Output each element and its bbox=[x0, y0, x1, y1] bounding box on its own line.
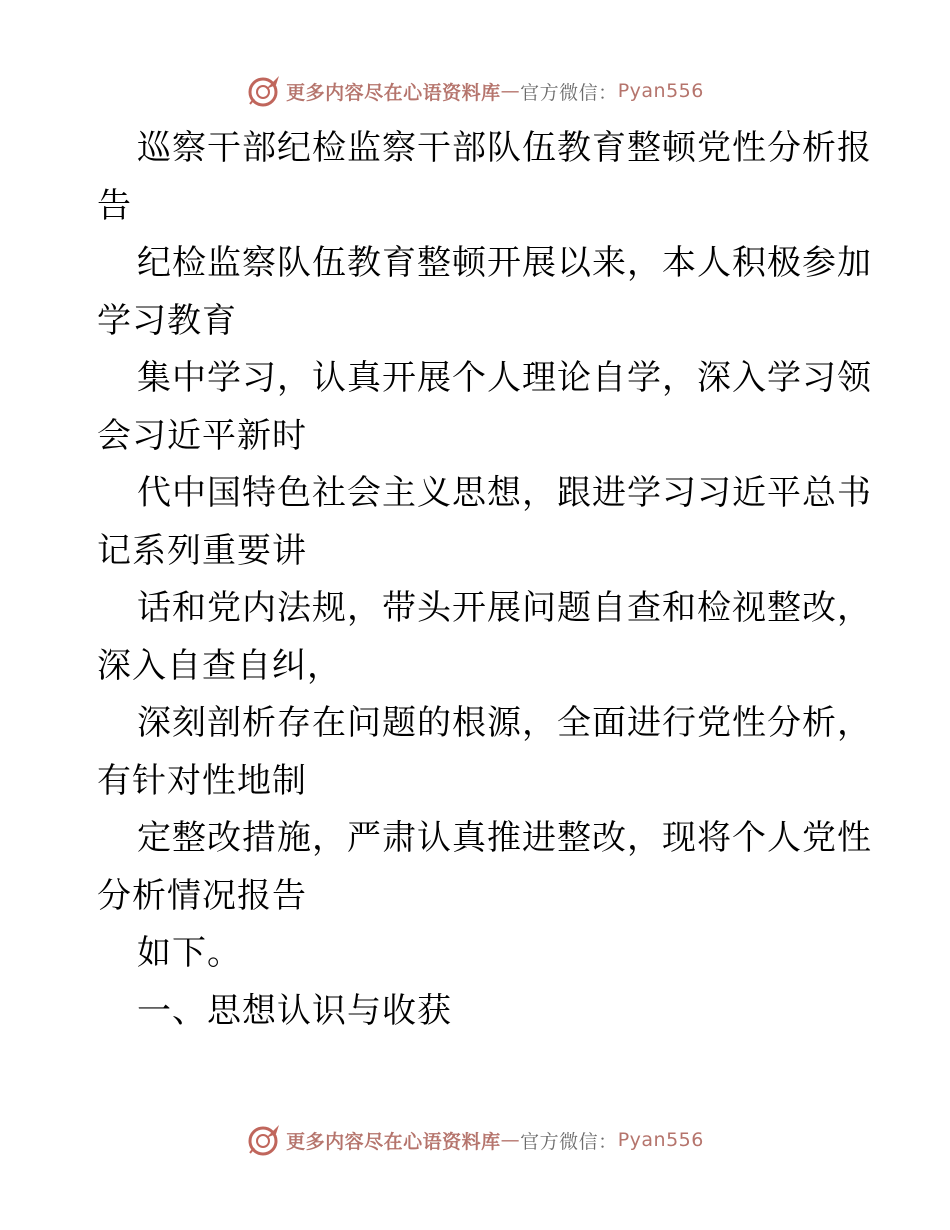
body-line: 分析情况报告 bbox=[97, 875, 307, 916]
body-line: 纪检监察队伍教育整顿开展以来，本人积极参加 bbox=[137, 243, 872, 283]
body-line: 深刻剖析存在问题的根源，全面进行党性分析， bbox=[137, 703, 872, 743]
header-watermark bbox=[0, 71, 950, 111]
quill-logo-icon bbox=[246, 73, 282, 109]
body-line: 话和党内法规，带头开展问题自查和检视整改， bbox=[137, 588, 872, 628]
watermark-main-text: 更多内容尽在心语资料库 bbox=[286, 81, 501, 104]
body-line: 学习教育 bbox=[97, 300, 237, 341]
footer-watermark bbox=[0, 1120, 950, 1160]
watermark-dash: — bbox=[500, 1129, 521, 1151]
watermark-main-text: 更多内容尽在心语资料库 bbox=[286, 1130, 501, 1153]
watermark-dash: — bbox=[500, 80, 521, 102]
body-line: 代中国特色社会主义思想，跟进学习习近平总书 bbox=[137, 473, 872, 513]
body-line: 记系列重要讲 bbox=[97, 530, 307, 571]
body-line: 会习近平新时 bbox=[97, 415, 307, 456]
document-body bbox=[97, 120, 872, 1040]
watermark-wechat-label: 官方微信： bbox=[520, 1130, 618, 1153]
quill-logo-icon bbox=[246, 1122, 282, 1158]
watermark-wechat-id: Pyan556 bbox=[617, 80, 704, 102]
body-line: 定整改措施，严肃认真推进整改，现将个人党性 bbox=[137, 818, 872, 858]
title-line-1: 巡察干部纪检监察干部队伍教育整顿党性分析报 bbox=[137, 128, 872, 168]
section-heading: 一、思想认识与收获 bbox=[137, 990, 452, 1031]
body-line: 如下。 bbox=[137, 933, 242, 973]
body-line: 集中学习，认真开展个人理论自学，深入学习领 bbox=[137, 358, 872, 398]
body-line: 深入自查自纠， bbox=[97, 645, 342, 686]
watermark-wechat-label: 官方微信： bbox=[520, 81, 618, 104]
watermark-wechat-id: Pyan556 bbox=[617, 1129, 704, 1151]
body-line: 有针对性地制 bbox=[97, 760, 307, 801]
title-line-2: 告 bbox=[97, 185, 132, 226]
